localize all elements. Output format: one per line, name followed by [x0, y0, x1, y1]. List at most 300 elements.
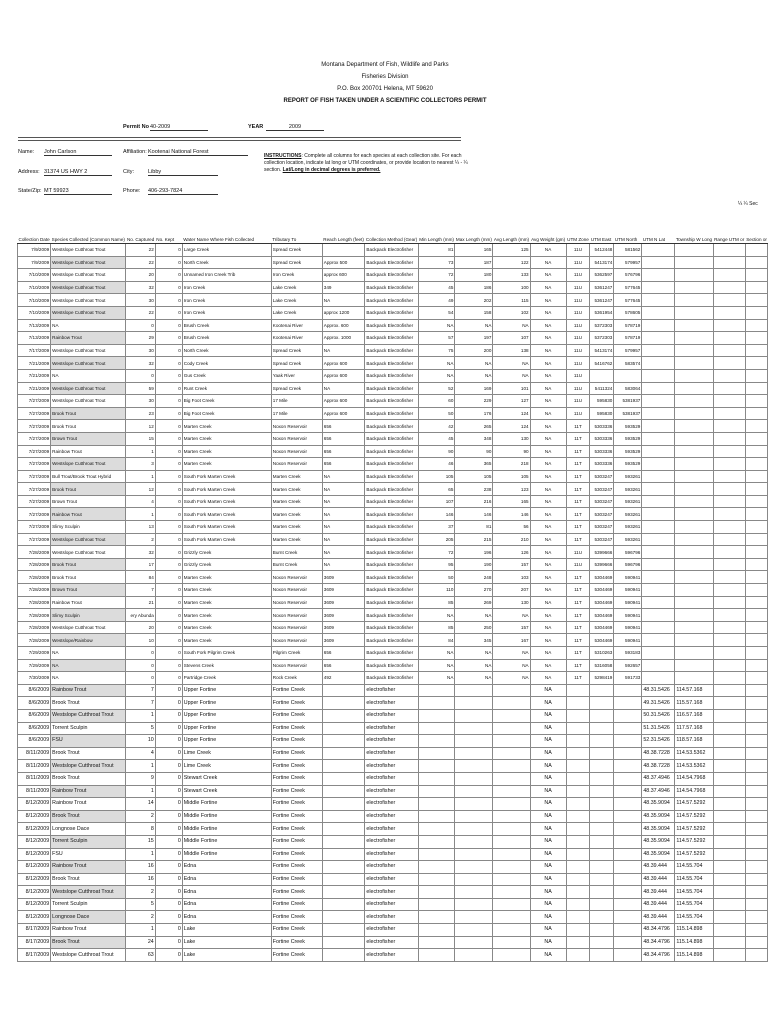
cell-tributary: Marten Creek: [271, 533, 322, 546]
cell-reach-length: NA: [322, 521, 365, 534]
table-row: [18, 634, 768, 647]
cell-reach-length: [322, 936, 365, 949]
affiliation-label: Affiliation:: [123, 149, 147, 155]
cell-long: 114.53.5362: [675, 760, 713, 773]
cell-water-name: Partridge Creek: [182, 672, 271, 685]
cell-date: 8/12/2009: [18, 898, 51, 911]
cell-no-captured: 10: [126, 735, 155, 748]
cell-reach-length: [322, 823, 365, 836]
cell-reach-length: Approx 600: [322, 395, 365, 408]
cell-section: [745, 369, 768, 382]
cell-species: Westslope Cutthroat Trout: [51, 281, 126, 294]
col-utm-north: UTM North: [614, 229, 642, 244]
cell-utm-north: [614, 911, 642, 924]
table-row: [18, 584, 768, 597]
cell-range: [713, 861, 745, 874]
cell-date: 8/12/2009: [18, 823, 51, 836]
cell-reach-length: NA: [322, 558, 365, 571]
cell-utm-east: 5361954: [590, 306, 614, 319]
cell-method: electrofisher: [365, 722, 418, 735]
table-row: [18, 672, 768, 685]
cell-max-length: 250: [455, 621, 493, 634]
cell-max-length: NA: [455, 659, 493, 672]
cell-long: 114.57.5292: [675, 848, 713, 861]
cell-species: Westslope Cutthroat Trout: [51, 546, 126, 559]
cell-reach-length: 3609: [322, 609, 365, 622]
cell-tributary: Fortine Creek: [271, 898, 322, 911]
cell-max-length: [455, 697, 493, 710]
cell-avg-length: [493, 861, 530, 874]
cell-reach-length: Approx 500: [322, 256, 365, 269]
cell-tributary: Fortine Creek: [271, 785, 322, 798]
cell-utm-zone: [566, 835, 590, 848]
cell-no-captured: 22: [126, 244, 155, 257]
cell-avg-length: 133: [493, 269, 530, 282]
cell-species: Westslope Cutthroat Trout: [51, 458, 126, 471]
col-reach-length: Reach Length (feet): [322, 229, 365, 244]
cell-range: [713, 256, 745, 269]
cell-long: [675, 407, 713, 420]
cell-no-kept: 0: [155, 571, 182, 584]
cell-no-captured: 4: [126, 495, 155, 508]
cell-reach-length: [322, 873, 365, 886]
cell-utm-east: 5361247: [590, 294, 614, 307]
cell-date: 7/27/2009: [18, 521, 51, 534]
cell-lat: [642, 382, 675, 395]
cell-section: [745, 332, 768, 345]
cell-water-name: Middle Fortine: [182, 810, 271, 823]
cell-lat: [642, 533, 675, 546]
cell-species: FSU: [51, 735, 126, 748]
table-row: [18, 382, 768, 395]
cell-min-length: 60: [418, 395, 455, 408]
cell-utm-zone: [566, 873, 590, 886]
cell-section: [745, 697, 768, 710]
cell-utm-east: [590, 949, 614, 962]
cell-avg-weight: NA: [530, 596, 566, 609]
cell-utm-zone: 11T: [566, 470, 590, 483]
cell-tributary: Burnt Creek: [271, 558, 322, 571]
cell-lat: [642, 470, 675, 483]
cell-range: [713, 735, 745, 748]
cell-utm-east: 5411324: [590, 382, 614, 395]
cell-utm-east: [590, 785, 614, 798]
cell-long: 114.54.7968: [675, 785, 713, 798]
cell-no-kept: 0: [155, 823, 182, 836]
cell-water-name: Iron Creek: [182, 281, 271, 294]
cell-avg-weight: NA: [530, 584, 566, 597]
cell-method: Backpack Electrofisher: [365, 571, 418, 584]
cell-max-length: 202: [455, 294, 493, 307]
cell-no-captured: 32: [126, 357, 155, 370]
cell-water-name: South Fork Marten Creek: [182, 508, 271, 521]
cell-water-name: Gus Creek: [182, 369, 271, 382]
table-row: [18, 369, 768, 382]
cell-lat: 48.35.9094: [642, 798, 675, 811]
cell-section: [745, 256, 768, 269]
cell-water-name: Edna: [182, 873, 271, 886]
col-avg-weight: Avg Weight (gm): [530, 229, 566, 244]
cell-date: 7/28/2009: [18, 558, 51, 571]
cell-long: [675, 382, 713, 395]
permit-label: Permit No: [123, 124, 149, 130]
cell-no-kept: 0: [155, 357, 182, 370]
cell-utm-east: 5304469: [590, 571, 614, 584]
cell-lat: 48.37.4946: [642, 772, 675, 785]
cell-method: Backpack Electrofisher: [365, 659, 418, 672]
cell-water-name: Marten Creek: [182, 420, 271, 433]
cell-lat: 52.31.5426: [642, 735, 675, 748]
cell-tributary: Spread Creek: [271, 244, 322, 257]
cell-utm-zone: [566, 747, 590, 760]
cell-species: Westslope Cutthroat Trout: [51, 357, 126, 370]
address-label: Address:: [18, 169, 40, 175]
cell-water-name: South Fork Marten Creek: [182, 470, 271, 483]
cell-section: [745, 609, 768, 622]
cell-no-kept: 0: [155, 508, 182, 521]
cell-tributary: Spread Creek: [271, 344, 322, 357]
cell-max-length: [455, 709, 493, 722]
cell-lat: [642, 458, 675, 471]
cell-long: 115.14.898: [675, 936, 713, 949]
cell-method: Backpack Electrofisher: [365, 395, 418, 408]
cell-min-length: [418, 861, 455, 874]
cell-utm-zone: 11U: [566, 558, 590, 571]
cell-utm-zone: 11U: [566, 294, 590, 307]
cell-section: [745, 344, 768, 357]
cell-section: [745, 306, 768, 319]
cell-avg-length: [493, 697, 530, 710]
cell-reach-length: 3609: [322, 584, 365, 597]
cell-species: Brown Trout: [51, 584, 126, 597]
cell-tributary: Fortine Creek: [271, 835, 322, 848]
cell-utm-east: 5298419: [590, 672, 614, 685]
cell-no-captured: 7: [126, 697, 155, 710]
cell-utm-north: 583574: [614, 357, 642, 370]
table-row: [18, 911, 768, 924]
cell-utm-north: 578605: [614, 306, 642, 319]
cell-min-length: 72: [418, 269, 455, 282]
cell-method: electrofisher: [365, 848, 418, 861]
cell-max-length: [455, 911, 493, 924]
cell-avg-length: 165: [493, 495, 530, 508]
cell-water-name: Lake: [182, 936, 271, 949]
table-row: [18, 936, 768, 949]
cell-water-name: North Creek: [182, 344, 271, 357]
cell-long: [675, 571, 713, 584]
cell-method: Backpack Electrofisher: [365, 306, 418, 319]
cell-tributary: Marten Creek: [271, 483, 322, 496]
cell-utm-east: [590, 911, 614, 924]
cell-avg-weight: NA: [530, 445, 566, 458]
cell-no-kept: 0: [155, 306, 182, 319]
table-row: [18, 949, 768, 962]
cell-min-length: [418, 684, 455, 697]
cell-min-length: [418, 785, 455, 798]
cell-lat: 48.34.4796: [642, 949, 675, 962]
cell-min-length: 52: [418, 382, 455, 395]
cell-avg-weight: NA: [530, 911, 566, 924]
cell-date: 7/10/2009: [18, 306, 51, 319]
cell-utm-zone: 11U: [566, 382, 590, 395]
cell-no-kept: 0: [155, 369, 182, 382]
cell-utm-east: 595830: [590, 407, 614, 420]
cell-method: electrofisher: [365, 747, 418, 760]
cell-min-length: [418, 709, 455, 722]
cell-max-length: NA: [455, 357, 493, 370]
cell-utm-north: [614, 722, 642, 735]
cell-lat: 49.31.5426: [642, 697, 675, 710]
cell-lat: 51.31.5426: [642, 722, 675, 735]
cell-lat: [642, 647, 675, 660]
cell-utm-east: 5372303: [590, 319, 614, 332]
cell-min-length: 107: [418, 495, 455, 508]
cell-utm-north: 593261: [614, 508, 642, 521]
cell-avg-length: NA: [493, 659, 530, 672]
cell-long: [675, 369, 713, 382]
cell-no-kept: 0: [155, 521, 182, 534]
cell-min-length: [418, 898, 455, 911]
cell-utm-zone: 11T: [566, 609, 590, 622]
cell-section: [745, 521, 768, 534]
cell-tributary: Marten Creek: [271, 508, 322, 521]
cell-lat: 48.37.4946: [642, 785, 675, 798]
cell-utm-east: [590, 798, 614, 811]
table-row: [18, 470, 768, 483]
cell-min-length: [418, 949, 455, 962]
cell-range: [713, 495, 745, 508]
cell-date: 7/30/2009: [18, 672, 51, 685]
cell-utm-zone: 11T: [566, 458, 590, 471]
cell-long: [675, 584, 713, 597]
cell-long: 114.55.704: [675, 886, 713, 899]
cell-no-captured: 22: [126, 306, 155, 319]
cell-utm-east: [590, 898, 614, 911]
cell-max-length: [455, 785, 493, 798]
cell-utm-zone: 11T: [566, 584, 590, 597]
phone-value: 406-293-7824: [148, 188, 218, 195]
table-row: [18, 798, 768, 811]
cell-reach-length: 656: [322, 445, 365, 458]
cell-species: Brook Trout: [51, 936, 126, 949]
cell-range: [713, 936, 745, 949]
cell-date: 7/27/2009: [18, 420, 51, 433]
cell-utm-north: [614, 798, 642, 811]
cell-species: Rainbow Trout: [51, 785, 126, 798]
cell-reach-length: [322, 886, 365, 899]
cell-method: Backpack Electrofisher: [365, 621, 418, 634]
cell-utm-zone: 11U: [566, 281, 590, 294]
cell-lat: [642, 281, 675, 294]
cell-range: [713, 697, 745, 710]
col-min-length: Min Length (mm): [418, 229, 455, 244]
cell-water-name: Upper Fortine: [182, 697, 271, 710]
cell-no-kept: 0: [155, 785, 182, 798]
cell-range: [713, 369, 745, 382]
cell-avg-length: [493, 886, 530, 899]
cell-no-kept: 0: [155, 861, 182, 874]
table-row: [18, 709, 768, 722]
cell-utm-north: 596796: [614, 558, 642, 571]
cell-range: [713, 344, 745, 357]
cell-method: electrofisher: [365, 810, 418, 823]
cell-water-name: Large Creek: [182, 244, 271, 257]
cell-species: Bull Trout/Brook Trout Hybrid: [51, 470, 126, 483]
cell-no-kept: 0: [155, 747, 182, 760]
cell-no-captured: 0: [126, 659, 155, 672]
cell-lat: [642, 609, 675, 622]
cell-date: 7/27/2009: [18, 470, 51, 483]
cell-utm-north: 578719: [614, 332, 642, 345]
cell-reach-length: NA: [322, 344, 365, 357]
cell-max-length: [455, 810, 493, 823]
cell-utm-north: 593261: [614, 533, 642, 546]
table-row: [18, 432, 768, 445]
cell-range: [713, 470, 745, 483]
cell-avg-length: [493, 684, 530, 697]
cell-utm-north: [614, 823, 642, 836]
cell-utm-zone: 11U: [566, 357, 590, 370]
cell-date: 7/10/2009: [18, 269, 51, 282]
cell-method: electrofisher: [365, 772, 418, 785]
cell-water-name: Stewart Creek: [182, 785, 271, 798]
cell-long: 114.57.5292: [675, 835, 713, 848]
cell-max-length: 176: [455, 407, 493, 420]
cell-species: Brook Trout: [51, 483, 126, 496]
cell-reach-length: [322, 798, 365, 811]
cell-avg-weight: NA: [530, 924, 566, 937]
cell-no-captured: 30: [126, 294, 155, 307]
cell-tributary: Fortine Creek: [271, 924, 322, 937]
cell-range: [713, 621, 745, 634]
cell-no-captured: 9: [126, 772, 155, 785]
cell-utm-zone: 11U: [566, 546, 590, 559]
cell-section: [745, 395, 768, 408]
cell-min-length: [418, 760, 455, 773]
cell-water-name: Upper Fortine: [182, 684, 271, 697]
cell-range: [713, 508, 745, 521]
cell-method: electrofisher: [365, 949, 418, 962]
cell-avg-length: 130: [493, 596, 530, 609]
cell-lat: [642, 256, 675, 269]
cell-method: electrofisher: [365, 760, 418, 773]
cell-avg-length: [493, 709, 530, 722]
cell-avg-length: NA: [493, 647, 530, 660]
cell-tributary: Iron Creek: [271, 269, 322, 282]
cell-reach-length: [322, 924, 365, 937]
cell-avg-length: 56: [493, 521, 530, 534]
cell-avg-length: 100: [493, 281, 530, 294]
cell-tributary: Fortine Creek: [271, 798, 322, 811]
table-body: [18, 244, 768, 962]
table-row: [18, 395, 768, 408]
cell-max-length: [455, 722, 493, 735]
cell-lat: [642, 558, 675, 571]
cell-section: [745, 470, 768, 483]
cell-range: [713, 835, 745, 848]
cell-water-name: Brush Creek: [182, 332, 271, 345]
cell-utm-north: [614, 898, 642, 911]
cell-method: Backpack Electrofisher: [365, 319, 418, 332]
cell-no-kept: 0: [155, 609, 182, 622]
cell-section: [745, 911, 768, 924]
cell-lat: 48.35.9094: [642, 823, 675, 836]
cell-max-length: NA: [455, 647, 493, 660]
cell-avg-length: 124: [493, 420, 530, 433]
cell-method: electrofisher: [365, 861, 418, 874]
cell-lat: [642, 369, 675, 382]
cell-lat: 48.38.7228: [642, 747, 675, 760]
cell-date: 8/6/2009: [18, 735, 51, 748]
cell-min-length: [418, 722, 455, 735]
cell-long: 114.55.704: [675, 873, 713, 886]
cell-no-captured: 20: [126, 269, 155, 282]
cell-utm-zone: 11U: [566, 395, 590, 408]
cell-species: NA: [51, 319, 126, 332]
cell-no-kept: 0: [155, 407, 182, 420]
cell-section: [745, 798, 768, 811]
table-row: [18, 344, 768, 357]
cell-method: Backpack Electrofisher: [365, 432, 418, 445]
instructions-text: : Complete all columns for each species at each collection site. For each collection location, indicate lat long or UTM coordinates, or provide location to nearest ¼ - ¼ section.: [264, 153, 468, 173]
cell-no-kept: 0: [155, 898, 182, 911]
cell-range: [713, 823, 745, 836]
cell-min-length: [418, 924, 455, 937]
cell-water-name: Edna: [182, 898, 271, 911]
cell-tributary: Noxon Reservoir: [271, 571, 322, 584]
cell-utm-east: [590, 810, 614, 823]
cell-reach-length: approx 1200: [322, 306, 365, 319]
cell-long: 115.14.898: [675, 949, 713, 962]
cell-method: Backpack Electrofisher: [365, 357, 418, 370]
cell-max-length: [455, 798, 493, 811]
cell-section: [745, 886, 768, 899]
cell-section: [745, 760, 768, 773]
cell-range: [713, 306, 745, 319]
cell-method: electrofisher: [365, 684, 418, 697]
cell-utm-zone: [566, 936, 590, 949]
cell-min-length: 205: [418, 533, 455, 546]
cell-min-length: 54: [418, 306, 455, 319]
cell-utm-zone: [566, 735, 590, 748]
cell-utm-zone: [566, 798, 590, 811]
cell-date: 7/27/2009: [18, 458, 51, 471]
cell-min-length: [418, 848, 455, 861]
cell-water-name: South Fork Pilgrim Creek: [182, 647, 271, 660]
cell-section: [745, 861, 768, 874]
cell-utm-north: 5381937: [614, 407, 642, 420]
cell-utm-east: [590, 772, 614, 785]
cell-min-length: NA: [418, 647, 455, 660]
cell-avg-length: 123: [493, 483, 530, 496]
cell-min-length: [418, 936, 455, 949]
cell-no-captured: 1: [126, 848, 155, 861]
cell-date: 8/17/2009: [18, 949, 51, 962]
cell-date: 7/21/2009: [18, 382, 51, 395]
cell-long: [675, 521, 713, 534]
cell-no-captured: 16: [126, 873, 155, 886]
cell-lat: [642, 521, 675, 534]
cell-no-captured: 7: [126, 584, 155, 597]
cell-avg-weight: NA: [530, 798, 566, 811]
cell-no-captured: 16: [126, 861, 155, 874]
address-value: 31374 US HWY 2: [44, 169, 112, 176]
table-row: [18, 924, 768, 937]
cell-species: Brook Trout: [51, 571, 126, 584]
cell-section: [745, 735, 768, 748]
instructions-note: Lat/Long in decimal degrees is preferred.: [282, 167, 381, 173]
cell-no-captured: 63: [126, 949, 155, 962]
